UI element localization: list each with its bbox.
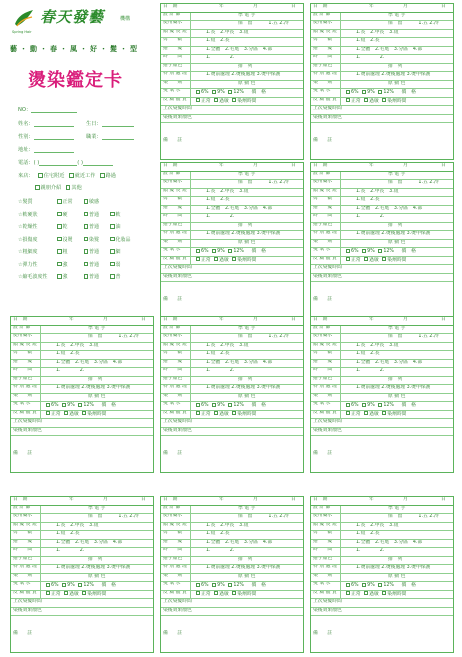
skin-checkbox[interactable] [196, 98, 200, 102]
source-row: 來店： 住宅附近 就近工作 路過 [18, 173, 116, 179]
hair-condition-row: ☆損傷度 沒燙 染髮 化妝品 [18, 236, 131, 243]
card-roll-row[interactable]: 捲 髮 1.全體 2.毛尾 3.分區 4.部 [311, 540, 453, 549]
card-designer-row[interactable]: 設 計 師 學 電 手 [161, 13, 303, 22]
perm-record-card [10, 316, 154, 473]
hair-condition-checkbox[interactable] [110, 224, 115, 229]
oxy-checkbox[interactable] [378, 403, 382, 407]
skin-checkbox[interactable] [214, 98, 218, 102]
skin-checkbox[interactable] [346, 591, 350, 595]
card-head-length-row[interactable]: 頭 髮 長 短 1.長 2.中長 3.短 [161, 343, 303, 352]
card-oxy-row[interactable]: 雙 氧 水 6% 9% 12% 價 格 [311, 582, 453, 591]
perm-record-card [160, 316, 304, 473]
card-rod-color-row[interactable]: 捲子顏色 排 列 [311, 64, 453, 73]
card-time-row[interactable]: 時 間 1. 2. [161, 548, 303, 557]
hair-condition-checkbox[interactable] [57, 199, 62, 204]
oxy-checkbox[interactable] [196, 403, 200, 407]
job-field[interactable]: 職業： [86, 133, 134, 140]
card-dye-row[interactable]: 染 劑 原 動 色 [161, 81, 303, 90]
hair-condition-row: ☆軟硬狀 硬 普通 軟 [18, 211, 121, 218]
oxy-checkbox[interactable] [46, 583, 50, 587]
card-dye-row[interactable]: 染 劑 原 動 色 [11, 574, 153, 583]
card-memo-row[interactable]: 備 註 [163, 630, 183, 636]
card-date-row[interactable]: 日 期 年 月 日 [311, 317, 453, 326]
card-special-row[interactable]: 特 別 處 理 1.燙前處理 2.燙後處理 3.燙中保護 [161, 231, 303, 240]
perm-record-card [160, 3, 304, 160]
oxy-checkbox[interactable] [196, 90, 200, 94]
oxy-checkbox[interactable] [362, 583, 366, 587]
card-rod-color-row[interactable]: 捲子顏色 排 列 [311, 557, 453, 566]
card-perm-agent-row[interactable]: 使用藥水 保 留 1.五 2.冷 [311, 180, 453, 189]
card-oxy-row[interactable]: 雙 氧 水 6% 9% 12% 價 格 [311, 402, 453, 411]
card-last-color-row[interactable]: 染後效果顏色 [161, 428, 303, 437]
oxy-checkbox[interactable] [46, 403, 50, 407]
oxy-checkbox[interactable] [378, 90, 382, 94]
card-time-row[interactable]: 時 間 1. 2. [11, 368, 153, 377]
card-roll-row[interactable]: 捲 髮 1.全體 2.毛尾 3.分區 4.部 [11, 360, 153, 369]
hair-condition-checkbox[interactable] [57, 262, 62, 267]
card-skin-row[interactable]: 皮 膚 體 質 正常 過敏 染劑時間 [11, 591, 153, 600]
skin-checkbox[interactable] [46, 411, 50, 415]
card-oxy-row[interactable]: 雙 氧 水 6% 9% 12% 價 格 [311, 248, 453, 257]
perm-record-card [310, 162, 454, 319]
skin-checkbox[interactable] [214, 411, 218, 415]
skin-checkbox[interactable] [196, 411, 200, 415]
skin-checkbox[interactable] [232, 411, 236, 415]
source-checkbox[interactable] [66, 185, 71, 190]
card-oxy-row[interactable]: 雙 氧 水 6% 9% 12% 價 格 [161, 582, 303, 591]
card-dye-row[interactable]: 染 劑 原 動 色 [311, 574, 453, 583]
brand-sub: 機構 [120, 16, 131, 22]
card-memo-row[interactable]: 備 註 [163, 450, 183, 456]
source-row-2: 親朋介紹 其他 [32, 184, 82, 191]
card-last-dye-row[interactable]: 上次染髮時間 [161, 599, 303, 608]
card-head-length-row[interactable]: 頭 髮 長 短 1.長 2.中長 3.短 [311, 523, 453, 532]
card-time-row[interactable]: 時 間 1. 2. [311, 214, 453, 223]
card-roll-row[interactable]: 捲 髮 1.全體 2.毛尾 3.分區 4.部 [161, 540, 303, 549]
card-last-dye-row[interactable]: 上次染髮時間 [311, 265, 453, 274]
card-special-row[interactable]: 特 別 處 理 1.燙前處理 2.燙後處理 3.燙中保護 [161, 72, 303, 81]
card-last-color-row[interactable]: 染後效果顏色 [311, 115, 453, 124]
perm-record-card [160, 496, 304, 653]
card-perm-agent-row[interactable]: 使用藥水 保 留 1.五 2.冷 [161, 180, 303, 189]
card-head-length-row[interactable]: 頭 髮 長 短 1.長 2.中長 3.短 [311, 30, 453, 39]
skin-checkbox[interactable] [82, 411, 86, 415]
hair-condition-checkbox[interactable] [84, 262, 89, 267]
hair-condition-row: ☆乾燥性 乾 普通 油 [18, 224, 121, 230]
skin-checkbox[interactable] [232, 591, 236, 595]
card-last-color-row[interactable]: 染後效果顏色 [311, 428, 453, 437]
card-special-row[interactable]: 特 別 處 理 1.燙前處理 2.燙後處理 3.燙中保護 [161, 385, 303, 394]
skin-checkbox[interactable] [64, 411, 68, 415]
skin-checkbox[interactable] [214, 257, 218, 261]
oxy-checkbox[interactable] [228, 403, 232, 407]
card-dye-row[interactable]: 染 劑 原 動 色 [311, 240, 453, 249]
card-date-row[interactable]: 日 期 年 月 日 [161, 317, 303, 326]
oxy-checkbox[interactable] [346, 583, 350, 587]
card-perm-agent-row[interactable]: 使用藥水 保 留 1.五 2.冷 [11, 334, 153, 343]
card-date-row[interactable]: 日 期 年 月 日 [11, 317, 153, 326]
card-last-color-row[interactable]: 染後效果顏色 [11, 428, 153, 437]
card-rod-color-row[interactable]: 捲子顏色 排 列 [11, 557, 153, 566]
card-last-dye-row[interactable]: 上次染髮時間 [11, 599, 153, 608]
card-head-length-row[interactable]: 頭 髮 長 短 1.長 2.中長 3.短 [11, 523, 153, 532]
card-perm-agent-row[interactable]: 使用藥水 保 留 1.五 2.冷 [11, 514, 153, 523]
skin-checkbox[interactable] [364, 591, 368, 595]
perm-record-card [310, 316, 454, 473]
card-last-dye-row[interactable]: 上次染髮時間 [161, 419, 303, 428]
oxy-checkbox[interactable] [346, 403, 350, 407]
birthday-field[interactable]: 生日： [86, 120, 134, 127]
card-perm-agent-row[interactable]: 使用藥水 保 留 1.五 2.冷 [161, 334, 303, 343]
oxy-checkbox[interactable] [212, 583, 216, 587]
card-designer-row[interactable]: 設 計 師 學 電 手 [11, 326, 153, 335]
card-last-color-row[interactable]: 染後效果顏色 [311, 608, 453, 617]
card-perm-agent-row[interactable]: 使用藥水 保 留 1.五 2.冷 [311, 514, 453, 523]
oxy-checkbox[interactable] [228, 249, 232, 253]
hair-condition-checkbox[interactable] [57, 249, 62, 254]
hair-condition-checkbox[interactable] [110, 262, 115, 267]
card-dye-row[interactable]: 染 劑 原 動 色 [161, 574, 303, 583]
card-perm-agent-row[interactable]: 使用藥水 保 留 1.五 2.冷 [311, 21, 453, 30]
hair-condition-row: ☆粗細度 粗 普通 細 [18, 249, 121, 255]
perm-record-card [10, 496, 154, 653]
card-cut-row[interactable]: 剪 數 1.短 2.長 [161, 531, 303, 540]
card-roll-row[interactable]: 捲 髮 1.全體 2.毛尾 3.分區 4.部 [311, 206, 453, 215]
card-rod-color-row[interactable]: 捲子顏色 排 列 [311, 223, 453, 232]
oxy-checkbox[interactable] [228, 583, 232, 587]
card-last-dye-row[interactable]: 上次染髮時間 [311, 106, 453, 115]
skin-checkbox[interactable] [346, 98, 350, 102]
card-dye-row[interactable]: 染 劑 原 動 色 [311, 394, 453, 403]
skin-checkbox[interactable] [382, 411, 386, 415]
brand-name: 春天發藝 [40, 8, 105, 26]
card-special-row[interactable]: 特 別 處 理 1.燙前處理 2.燙後處理 3.燙中保護 [11, 385, 153, 394]
card-perm-agent-row[interactable]: 使用藥水 保 留 1.五 2.冷 [161, 21, 303, 30]
card-skin-row[interactable]: 皮 膚 體 質 正常 過敏 染劑時間 [311, 257, 453, 266]
card-head-length-row[interactable]: 頭 髮 長 短 1.長 2.中長 3.短 [161, 523, 303, 532]
oxy-checkbox[interactable] [212, 90, 216, 94]
card-rod-color-row[interactable]: 捲子顏色 排 列 [161, 557, 303, 566]
card-cut-row[interactable]: 剪 數 1.短 2.長 [11, 531, 153, 540]
hair-condition-checkbox[interactable] [110, 237, 115, 242]
card-dye-row[interactable]: 染 劑 原 動 色 [311, 81, 453, 90]
card-cut-row[interactable]: 剪 數 1.短 2.長 [11, 351, 153, 360]
oxy-checkbox[interactable] [196, 583, 200, 587]
card-date-row[interactable]: 日 期 年 月 日 [311, 497, 453, 506]
skin-checkbox[interactable] [64, 591, 68, 595]
skin-checkbox[interactable] [346, 411, 350, 415]
card-time-row[interactable]: 時 間 1. 2. [161, 214, 303, 223]
brand-slogan: 藝・動・春・風・好・髮・型 [10, 44, 140, 53]
hair-condition-checkbox[interactable] [57, 212, 62, 217]
card-time-row[interactable]: 時 間 1. 2. [161, 368, 303, 377]
perm-record-card [310, 3, 454, 160]
card-rod-color-row[interactable]: 捲子顏色 排 列 [161, 377, 303, 386]
oxy-checkbox[interactable] [378, 583, 382, 587]
card-rod-color-row[interactable]: 捲子顏色 排 列 [11, 377, 153, 386]
hair-condition-checkbox[interactable] [84, 249, 89, 254]
hair-condition-row: ☆彈力性 強 普通 弱 [18, 261, 121, 268]
card-oxy-row[interactable]: 雙 氧 水 6% 9% 12% 價 格 [161, 89, 303, 98]
card-special-row[interactable]: 特 別 處 理 1.燙前處理 2.燙後處理 3.燙中保護 [161, 565, 303, 574]
skin-checkbox[interactable] [82, 591, 86, 595]
card-last-dye-row[interactable]: 上次染髮時間 [311, 419, 453, 428]
card-title: 燙染鑑定卡 [28, 70, 123, 91]
gender-field[interactable]: 性別： [18, 133, 74, 140]
card-head-length-row[interactable]: 頭 髮 長 短 1.長 2.中長 3.短 [311, 189, 453, 198]
card-roll-row[interactable]: 捲 髮 1.全體 2.毛尾 3.分區 4.部 [311, 47, 453, 56]
card-oxy-row[interactable]: 雙 氧 水 6% 9% 12% 價 格 [11, 402, 153, 411]
card-special-row[interactable]: 特 別 處 理 1.燙前處理 2.燙後處理 3.燙中保護 [311, 565, 453, 574]
card-time-row[interactable]: 時 間 1. 2. [311, 55, 453, 64]
card-date-row[interactable]: 日 期 年 月 日 [311, 4, 453, 13]
oxy-checkbox[interactable] [346, 249, 350, 253]
source-checkbox[interactable] [100, 173, 105, 178]
card-last-color-row[interactable]: 染後效果顏色 [161, 608, 303, 617]
card-special-row[interactable]: 特 別 處 理 1.燙前處理 2.燙後處理 3.燙中保護 [11, 565, 153, 574]
card-roll-row[interactable]: 捲 髮 1.全體 2.毛尾 3.分區 4.部 [161, 360, 303, 369]
hair-condition-checkbox[interactable] [57, 224, 62, 229]
card-designer-row[interactable]: 設 計 師 學 電 手 [11, 506, 153, 515]
card-skin-row[interactable]: 皮 膚 體 質 正常 過敏 染劑時間 [311, 411, 453, 420]
skin-checkbox[interactable] [196, 257, 200, 261]
hair-condition-checkbox[interactable] [110, 249, 115, 254]
card-cut-row[interactable]: 剪 數 1.短 2.長 [161, 197, 303, 206]
card-memo-row[interactable]: 備 註 [163, 296, 183, 302]
card-head-length-row[interactable]: 頭 髮 長 短 1.長 2.中長 3.短 [161, 30, 303, 39]
card-skin-row[interactable]: 皮 膚 體 質 正常 過敏 染劑時間 [161, 257, 303, 266]
skin-checkbox[interactable] [232, 98, 236, 102]
oxy-checkbox[interactable] [378, 249, 382, 253]
card-date-row[interactable]: 日 期 年 月 日 [311, 163, 453, 172]
card-perm-agent-row[interactable]: 使用藥水 保 留 1.五 2.冷 [161, 514, 303, 523]
skin-checkbox[interactable] [214, 591, 218, 595]
card-roll-row[interactable]: 捲 髮 1.全體 2.毛尾 3.分區 4.部 [161, 47, 303, 56]
card-head-length-row[interactable]: 頭 髮 長 短 1.長 2.中長 3.短 [11, 343, 153, 352]
card-designer-row[interactable]: 設 計 師 學 電 手 [161, 326, 303, 335]
card-special-row[interactable]: 特 別 處 理 1.燙前處理 2.燙後處理 3.燙中保護 [311, 385, 453, 394]
skin-checkbox[interactable] [364, 98, 368, 102]
card-cut-row[interactable]: 剪 數 1.短 2.長 [311, 351, 453, 360]
card-cut-row[interactable]: 剪 數 1.短 2.長 [311, 38, 453, 47]
card-last-dye-row[interactable]: 上次染髮時間 [311, 599, 453, 608]
oxy-checkbox[interactable] [362, 90, 366, 94]
card-rod-color-row[interactable]: 捲子顏色 排 列 [161, 64, 303, 73]
oxy-checkbox[interactable] [78, 403, 82, 407]
card-designer-row[interactable]: 設 計 師 學 電 手 [311, 326, 453, 335]
oxy-checkbox[interactable] [62, 403, 66, 407]
card-last-color-row[interactable]: 染後效果顏色 [11, 608, 153, 617]
card-head-length-row[interactable]: 頭 髮 長 短 1.長 2.中長 3.短 [311, 343, 453, 352]
oxy-checkbox[interactable] [62, 583, 66, 587]
card-cut-row[interactable]: 剪 數 1.短 2.長 [161, 38, 303, 47]
card-last-color-row[interactable]: 染後效果顏色 [161, 274, 303, 283]
oxy-checkbox[interactable] [196, 249, 200, 253]
phone-field[interactable]: 電話：( ) ( ) [18, 159, 113, 166]
card-memo-row[interactable]: 備 註 [313, 137, 333, 143]
card-last-dye-row[interactable]: 上次染髮時間 [161, 265, 303, 274]
card-roll-row[interactable]: 捲 髮 1.全體 2.毛尾 3.分區 4.部 [311, 360, 453, 369]
card-memo-row[interactable]: 備 註 [13, 450, 33, 456]
card-skin-row[interactable]: 皮 膚 體 質 正常 過敏 染劑時間 [161, 98, 303, 107]
card-skin-row[interactable]: 皮 膚 體 質 正常 過敏 染劑時間 [161, 411, 303, 420]
card-designer-row[interactable]: 設 計 師 學 電 手 [311, 506, 453, 515]
card-skin-row[interactable]: 皮 膚 體 質 正常 過敏 染劑時間 [161, 591, 303, 600]
card-last-color-row[interactable]: 染後效果顏色 [161, 115, 303, 124]
card-date-row[interactable]: 日 期 年 月 日 [161, 163, 303, 172]
card-rod-color-row[interactable]: 捲子顏色 排 列 [161, 223, 303, 232]
card-memo-row[interactable]: 備 註 [163, 137, 183, 143]
address-field[interactable]: 地址： [18, 146, 74, 153]
hair-condition-row: ☆髮質 正常 敏感 [18, 199, 100, 205]
card-date-row[interactable]: 日 期 年 月 日 [161, 497, 303, 506]
card-oxy-row[interactable]: 雙 氧 水 6% 9% 12% 價 格 [11, 582, 153, 591]
card-skin-row[interactable]: 皮 膚 體 質 正常 過敏 染劑時間 [311, 591, 453, 600]
card-dye-row[interactable]: 染 劑 原 動 色 [11, 394, 153, 403]
oxy-checkbox[interactable] [346, 90, 350, 94]
hair-condition-checkbox[interactable] [84, 237, 89, 242]
card-designer-row[interactable]: 設 計 師 學 電 手 [311, 172, 453, 181]
card-skin-row[interactable]: 皮 膚 體 質 正常 過敏 染劑時間 [311, 98, 453, 107]
skin-checkbox[interactable] [382, 591, 386, 595]
source-checkbox[interactable] [38, 173, 43, 178]
card-skin-row[interactable]: 皮 膚 體 質 正常 過敏 染劑時間 [11, 411, 153, 420]
card-rod-color-row[interactable]: 捲子顏色 排 列 [311, 377, 453, 386]
skin-checkbox[interactable] [364, 411, 368, 415]
card-memo-row[interactable]: 備 註 [313, 630, 333, 636]
source-checkbox[interactable] [35, 185, 40, 190]
skin-checkbox[interactable] [346, 257, 350, 261]
source-checkbox[interactable] [69, 173, 74, 178]
card-perm-agent-row[interactable]: 使用藥水 保 留 1.五 2.冷 [311, 334, 453, 343]
card-last-color-row[interactable]: 染後效果顏色 [311, 274, 453, 283]
card-date-row[interactable]: 日 期 年 月 日 [161, 4, 303, 13]
card-designer-row[interactable]: 設 計 師 學 電 手 [311, 13, 453, 22]
card-time-row[interactable]: 時 間 1. 2. [311, 368, 453, 377]
no-field[interactable]: NO： [18, 106, 77, 113]
skin-checkbox[interactable] [46, 591, 50, 595]
skin-checkbox[interactable] [382, 257, 386, 261]
card-dye-row[interactable]: 染 劑 原 動 色 [161, 394, 303, 403]
hair-condition-checkbox[interactable] [84, 212, 89, 217]
card-time-row[interactable]: 時 間 1. 2. [161, 55, 303, 64]
card-roll-row[interactable]: 捲 髮 1.全體 2.毛尾 3.分區 4.部 [161, 206, 303, 215]
card-special-row[interactable]: 特 別 處 理 1.燙前處理 2.燙後處理 3.燙中保護 [311, 72, 453, 81]
card-time-row[interactable]: 時 間 1. 2. [311, 548, 453, 557]
oxy-checkbox[interactable] [78, 583, 82, 587]
card-memo-row[interactable]: 備 註 [313, 296, 333, 302]
skin-checkbox[interactable] [364, 257, 368, 261]
brand-english: Spring Hair [12, 30, 32, 34]
card-memo-row[interactable]: 備 註 [13, 630, 33, 636]
card-cut-row[interactable]: 剪 數 1.短 2.長 [311, 531, 453, 540]
oxy-checkbox[interactable] [212, 403, 216, 407]
card-cut-row[interactable]: 剪 數 1.短 2.長 [311, 197, 453, 206]
name-field[interactable]: 姓名： [18, 120, 74, 127]
card-dye-row[interactable]: 染 劑 原 動 色 [161, 240, 303, 249]
card-last-dye-row[interactable]: 上次染髮時間 [161, 106, 303, 115]
hair-condition-row: ☆縮毛波度性 強 普通 普 [18, 274, 121, 280]
skin-checkbox[interactable] [196, 591, 200, 595]
hair-condition-checkbox[interactable] [84, 274, 89, 279]
profile-panel [0, 0, 158, 318]
card-oxy-row[interactable]: 雙 氧 水 6% 9% 12% 價 格 [161, 248, 303, 257]
card-oxy-row[interactable]: 雙 氧 水 6% 9% 12% 價 格 [311, 89, 453, 98]
card-last-dye-row[interactable]: 上次染髮時間 [11, 419, 153, 428]
oxy-checkbox[interactable] [362, 403, 366, 407]
card-roll-row[interactable]: 捲 髮 1.全體 2.毛尾 3.分區 4.部 [11, 540, 153, 549]
perm-record-card [160, 162, 304, 319]
oxy-checkbox[interactable] [228, 90, 232, 94]
hair-condition-checkbox[interactable] [57, 274, 62, 279]
brand-logo-icon [13, 8, 35, 28]
hair-condition-checkbox[interactable] [84, 199, 89, 204]
oxy-checkbox[interactable] [362, 249, 366, 253]
skin-checkbox[interactable] [382, 98, 386, 102]
card-special-row[interactable]: 特 別 處 理 1.燙前處理 2.燙後處理 3.燙中保護 [311, 231, 453, 240]
perm-record-card [310, 496, 454, 653]
card-oxy-row[interactable]: 雙 氧 水 6% 9% 12% 價 格 [161, 402, 303, 411]
skin-checkbox[interactable] [232, 257, 236, 261]
card-date-row[interactable]: 日 期 年 月 日 [11, 497, 153, 506]
card-time-row[interactable]: 時 間 1. 2. [11, 548, 153, 557]
hair-condition-checkbox[interactable] [84, 224, 89, 229]
card-cut-row[interactable]: 剪 數 1.短 2.長 [161, 351, 303, 360]
card-designer-row[interactable]: 設 計 師 學 電 手 [161, 506, 303, 515]
oxy-checkbox[interactable] [212, 249, 216, 253]
hair-condition-checkbox[interactable] [110, 274, 115, 279]
card-memo-row[interactable]: 備 註 [313, 450, 333, 456]
hair-condition-checkbox[interactable] [110, 212, 115, 217]
card-head-length-row[interactable]: 頭 髮 長 短 1.長 2.中長 3.短 [161, 189, 303, 198]
hair-condition-checkbox[interactable] [57, 237, 62, 242]
card-designer-row[interactable]: 設 計 師 學 電 手 [161, 172, 303, 181]
